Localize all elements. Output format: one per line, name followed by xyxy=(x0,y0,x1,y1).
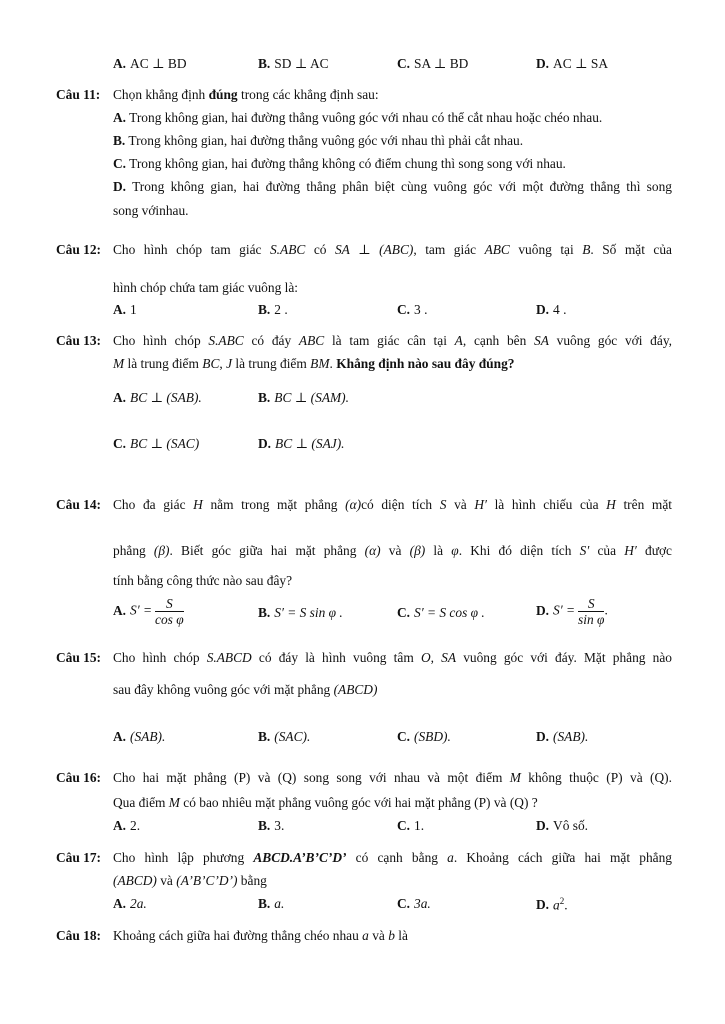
option-c: C. 1. xyxy=(397,818,425,833)
question-stem: Cho hình chóp S.ABCD có đáy là hình vuông tâm O, SA vuông góc với đáy. Mặt phẳng nào xyxy=(113,650,672,665)
question-label: Câu 17: xyxy=(56,850,102,865)
option-c: C. (SBD). xyxy=(397,729,451,744)
option-d: D. BC ⊥ (SAJ). xyxy=(258,436,345,451)
question-stem-continued: phẳng (β). Biết góc giữa hai mặt phẳng (α) và (β) là φ. Khi đó diện tích S′ của H′ được xyxy=(113,543,672,558)
question-stem: Khoảng cách giữa hai đường thẳng chéo nhau a và b là xyxy=(113,928,408,943)
question-stem-continued: sau đây không vuông góc với mặt phẳng (ABCD) xyxy=(113,682,378,697)
option-d: D. 4 . xyxy=(536,302,567,317)
question-label: Câu 18: xyxy=(56,928,102,943)
option-c: C. BC ⊥ (SAC) xyxy=(113,436,200,451)
option-b: B. Trong không gian, hai đường thẳng vuông góc với nhau thì phải cắt nhau. xyxy=(113,133,524,148)
option-b: B. BC ⊥ (SAM). xyxy=(258,390,349,405)
option-c: C. SA ⊥ BD xyxy=(397,56,469,71)
question-label: Câu 14: xyxy=(56,497,102,512)
fraction: $\frac{S}{\text{sin φ}}$ xyxy=(578,596,605,627)
question-stem: Cho hình chóp tam giác S.ABC có SA ⊥ (ABC), tam giác ABC vuông tại B. Số mặt của xyxy=(113,242,673,257)
question-label: Câu 15: xyxy=(56,650,102,665)
option-c: C. 3a. xyxy=(397,896,431,911)
question-stem-continued-2: tính bằng công thức nào sau đây? xyxy=(113,573,293,588)
option-a: A. AC ⊥ BD xyxy=(113,56,187,71)
option-a: A. Trong không gian, hai đường thẳng vuông góc với nhau có thể cắt nhau hoặc chéo nhau. xyxy=(113,110,603,125)
question-stem-continued: (ABCD) và (A’B’C’D’) bằng xyxy=(113,873,267,888)
option-b: B. SD ⊥ AC xyxy=(258,56,329,71)
question-stem: Cho hình chóp S.ABC có đáy ABC là tam giác cân tại A, cạnh bên SA vuông góc với đáy, xyxy=(113,333,672,348)
option-c: C. S′ = S cos φ . xyxy=(397,605,485,620)
question-stem: Cho hai mặt phẳng (P) và (Q) song song với nhau và một điểm M không thuộc (P) và (Q). xyxy=(113,770,672,785)
option-b: B. (SAC). xyxy=(258,729,311,744)
option-d-continued: song vớinhau. xyxy=(113,203,189,218)
option-a: A. S′ = $\frac{S}{\text{cos φ}}$ xyxy=(113,596,184,627)
question-label: Câu 13: xyxy=(56,333,102,348)
option-d: D. (SAB). xyxy=(536,729,589,744)
option-d: D. $a^2$. xyxy=(536,896,568,913)
option-c: C. Trong không gian, hai đường thẳng không có điểm chung thì song song với nhau. xyxy=(113,156,566,171)
option-a: A. 2. xyxy=(113,818,141,833)
question-label: Câu 12: xyxy=(56,242,102,257)
fraction: $\frac{S}{\text{cos φ}}$ xyxy=(155,596,184,627)
option-b: B. 2 . xyxy=(258,302,288,317)
question-stem: Chọn khẳng định đúng trong các khẳng định sau: xyxy=(113,87,379,102)
question-stem-continued: hình chóp chứa tam giác vuông là: xyxy=(113,280,299,295)
option-d: D. S′ = $\frac{S}{\text{sin φ}}$ . xyxy=(536,596,608,627)
question-stem-continued: Qua điểm M có bao nhiêu mặt phẳng vuông góc với hai mặt phẳng (P) và (Q) ? xyxy=(113,795,538,810)
question-stem: Cho hình lập phương ABCD.A’B’C’D’ có cạnh bằng a. Khoảng cách giữa hai mặt phẳng xyxy=(113,850,673,865)
option-b: B. 3. xyxy=(258,818,285,833)
option-d: D. Trong không gian, hai đường thẳng phân biệt cùng vuông góc với một đường thẳng thì song xyxy=(113,179,672,194)
option-c: C. 3 . xyxy=(397,302,428,317)
option-d: D. AC ⊥ SA xyxy=(536,56,609,71)
option-a: A. 1 xyxy=(113,302,137,317)
option-b: B. S′ = S sin φ . xyxy=(258,605,343,620)
option-a: A. 2a. xyxy=(113,896,147,911)
option-a: A. (SAB). xyxy=(113,729,166,744)
option-a: A. BC ⊥ (SAB). xyxy=(113,390,202,405)
option-d: D. Vô số. xyxy=(536,818,588,833)
question-label: Câu 11: xyxy=(56,87,101,102)
question-stem: Cho đa giác H nằm trong mặt phẳng (α)có diện tích S và H′ là hình chiếu của H trên mặt xyxy=(113,497,672,512)
question-stem-continued: M là trung điểm BC, J là trung điểm BM. Khẳng định nào sau đây đúng? xyxy=(113,356,515,371)
question-label: Câu 16: xyxy=(56,770,102,785)
option-b: B. a. xyxy=(258,896,285,911)
